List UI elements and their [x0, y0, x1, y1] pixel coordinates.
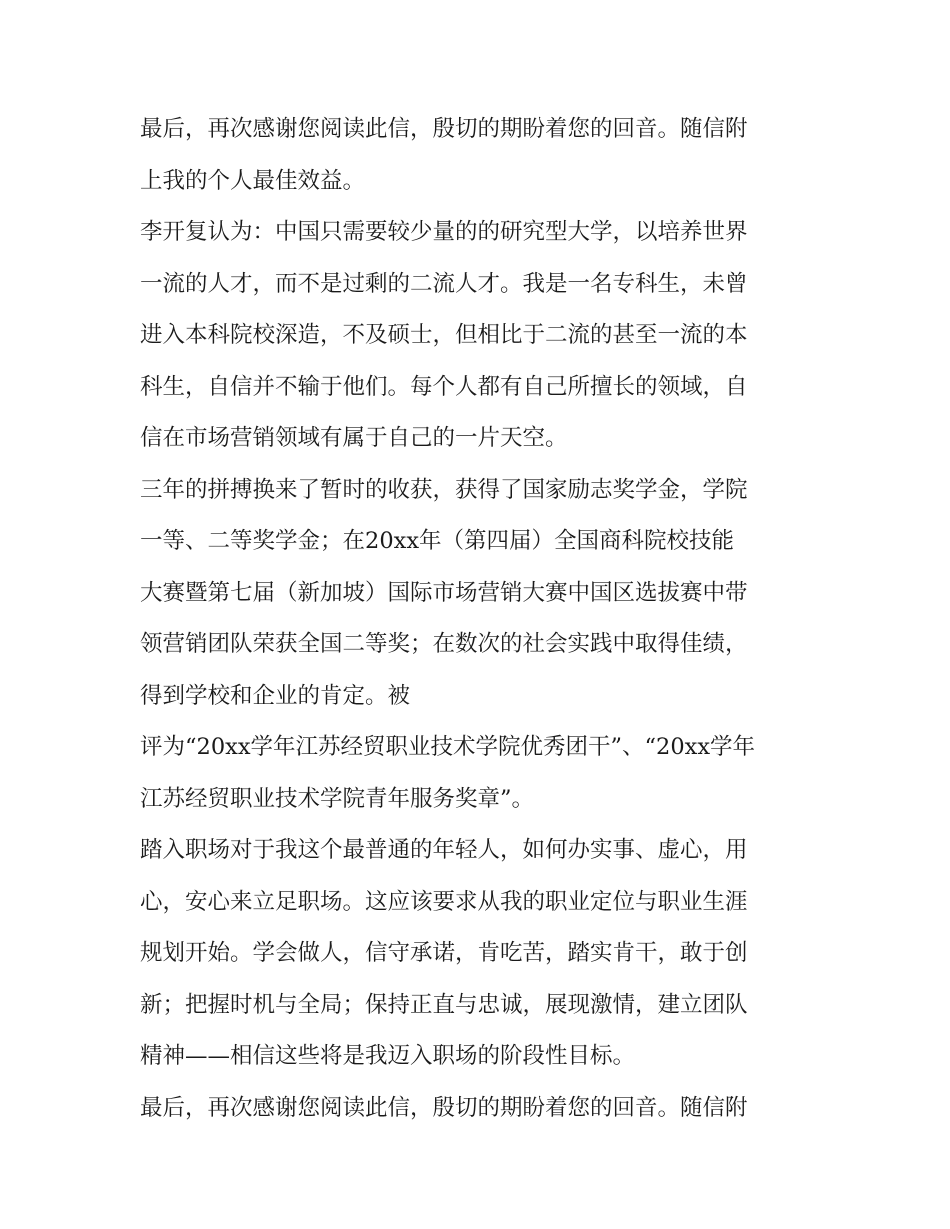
text-line: 一等、二等奖学金；在20xx年（第四届）全国商科院校技能 [140, 528, 735, 554]
text-line: 规划开始。学会做人，信守承诺，肯吃苦，踏实肯干，敢于创 [140, 940, 748, 966]
text-line: 心，安心来立足职场。这应该要求从我的职业定位与职业生涯 [140, 888, 748, 915]
text-line: 三年的拼搏换来了暂时的收获，获得了国家励志奖学金，学院 [140, 476, 748, 503]
text-line: 大赛暨第七届（新加坡）国际市场营销大赛中国区选拔赛中带 [140, 579, 748, 606]
text-line: 踏入职场对于我这个最普通的年轻人，如何办实事、虚心，用 [140, 837, 748, 863]
text-line: 进入本科院校深造，不及硕士，但相比于二流的甚至一流的本 [140, 322, 748, 348]
text-line: 评为“20xx学年江苏经贸职业技术学院优秀团干”、“20xx学年 [140, 734, 756, 760]
text-line: 上我的个人最佳效益。 [140, 167, 366, 194]
text-line: 最后，再次感谢您阅读此信，殷切的期盼着您的回音。随信附 [140, 1094, 748, 1121]
document-body [140, 104, 820, 1134]
text-line: 一流的人才，而不是过剩的二流人才。我是一名专科生，未曾 [140, 270, 748, 297]
text-line: 精神——相信这些将是我迈入职场的阶段性目标。 [140, 1043, 636, 1069]
text-line: 科生，自信并不输于他们。每个人都有自己所擅长的领域，自 [140, 373, 748, 400]
text-line: 李开复认为：中国只需要较少量的的研究型大学，以培养世界 [140, 219, 748, 245]
text-line: 江苏经贸职业技术学院青年服务奖章”。 [140, 785, 535, 812]
text-line: 得到学校和企业的肯定。被 [140, 682, 411, 709]
text-line: 新；把握时机与全局；保持正直与忠诚，展现激情，建立团队 [140, 991, 748, 1018]
text-line: 最后，再次感谢您阅读此信，殷切的期盼着您的回音。随信附 [140, 116, 748, 142]
text-line: 领营销团队荣获全国二等奖；在数次的社会实践中取得佳绩， [140, 631, 748, 657]
text-line: 信在市场营销领域有属于自己的一片天空。 [140, 425, 568, 451]
